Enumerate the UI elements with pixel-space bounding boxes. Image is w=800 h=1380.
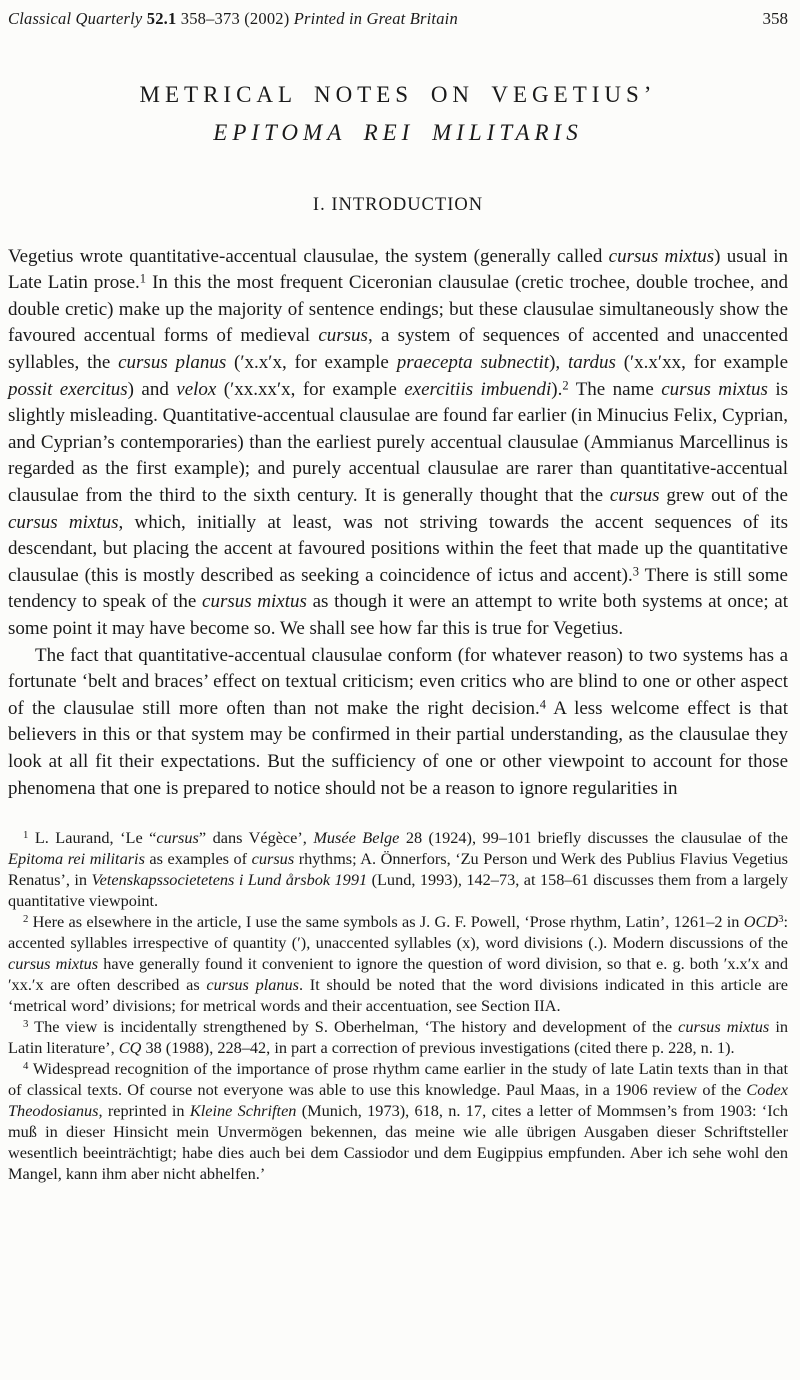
page-number: 358 xyxy=(762,9,788,28)
section-heading: I. INTRODUCTION xyxy=(312,194,484,215)
footnote-1: $^1$ L. Laurand, ‘Le “cursus” dans Végèce’, Musée Belge 28 (1924), 99–101 briefly discusses the clausulae of the Epitoma rei militaris as examples of cursus rhythms; A. Önnerfors, ‘Zu Person und Werk des Publius Flavius Vegetius Renatus’, in Vetenskapssocietetens i Lund årsbok 1991 (Lund, 1993), 142–73, at 158–61 discusses them from a largely quantitative viewpoint. xyxy=(8,828,789,911)
title-block xyxy=(8,80,788,147)
article-body xyxy=(8,244,788,802)
footnotes-section xyxy=(8,827,788,1184)
article-title-line1: METRICAL NOTES ON VEGETIUS’ xyxy=(139,81,657,107)
footnote-4: $^4$ Widespread recognition of the importance of prose rhythm came earlier in the study of late Latin texts than in that of classical texts. Of course not everyone was able to use this knowledge. Paul Maas, in a 1906 review of the Codex Theodosianus, reprinted in Kleine Schriften (Munich, 1973), 618, n. 17, cites a letter of Mommsen’s from 1903: ‘Ich muß in dieser Hinsicht mein Unvermögen bekennen, das meine wie alle übrigen Ausgaben dieser Schriftsteller wesentlich beeinträchtigt; habe dies auch bei dem Cassiodor und dem Eugippius empfunden. Aber ich sehe wohl den Mangel, kann ihm aber nicht abhelfen.’ xyxy=(8,1059,789,1184)
footnote-2: $^2$ Here as elsewhere in the article, I use the same symbols as J. G. F. Powell, ‘Prose rhythm, Latin’, 1261–2 in OCD$^3$: accented syllables irrespective of quantity (′), unaccented syllables (x), word divisions (.). Modern discussions of the cursus mixtus have generally found it convenient to ignore the question of word division, so that e. g. both ′x.x′x and ′xx.′x are often described as cursus planus. It should be noted that the word divisions indicated in this article are ‘metrical word’ divisions; for metrical words and their accentuation, see Section IIA. xyxy=(8,912,789,1016)
body-paragraph-2: The fact that quantitative-accentual clausulae conform (for whatever reason) to two systems has a fortunate ‘belt and braces’ effect on textual criticism; even critics who are blind to one or other aspect of the clausulae still more often than not make the right decision.$^4$ A less welcome effect is that believers in this or that system may be confirmed in their partial understanding, as the clausulae they look at all fit their expectations. But the sufficiency of one or other viewpoint to account for those phenomena that one is prepared to notice should not be a reason to ignore regularities in xyxy=(8,644,788,799)
running-head xyxy=(8,8,788,30)
article-title-line2: EPITOMA REI MILITARIS xyxy=(213,119,583,145)
body-paragraph-1: Vegetius wrote quantitative-accentual clausulae, the system (generally called cursus mixtus) usual in Late Latin prose.$^1$ In this the most frequent Ciceronian clausulae (cretic trochee, double trochee, and double cretic) make up the majority of sentence endings; but these clausulae simultaneously show the favoured accentual forms of medieval cursus, a system of sequences of accented and unaccented syllables, the cursus planus (′x.x′x, for example praecepta subnectit), tardus (′x.x′xx, for example possit exercitus) and velox (′xx.xx′x, for example exercitiis imbuendi).$^2$ The name cursus mixtus is slightly misleading. Quantitative-accentual clausulae are found far earlier (in Minucius Felix, Cyprian, and Cyprian’s contemporaries) than the earliest purely accentual clausulae (Ammianus Marcellinus is regarded as the first example); and purely accentual clausulae are rarer than quantitative-accentual clausulae from the third to the sixth century. It is generally thought that the cursus grew out of the cursus mixtus, which, initially at least, was not striving towards the accent sequences of its descendant, but placing the accent at favoured positions within the feet that made up the quantitative clausulae (this is mostly described as seeking a coincidence of ictus and accent).$^3$ There is still some tendency to speak of the cursus mixtus as though it were an attempt to write both systems at once; at some point it may have become so. We shall see how far this is true for Vegetius. xyxy=(8,245,789,639)
footnote-3: $^3$ The view is incidentally strengthened by S. Oberhelman, ‘The history and development of the cursus mixtus in Latin literature’, CQ 38 (1988), 228–42, in part a correction of previous investigations (cited there p. 228, n. 1). xyxy=(8,1017,788,1058)
journal-reference: Classical Quarterly 52.1 358–373 (2002) Printed in Great Britain xyxy=(8,9,458,28)
